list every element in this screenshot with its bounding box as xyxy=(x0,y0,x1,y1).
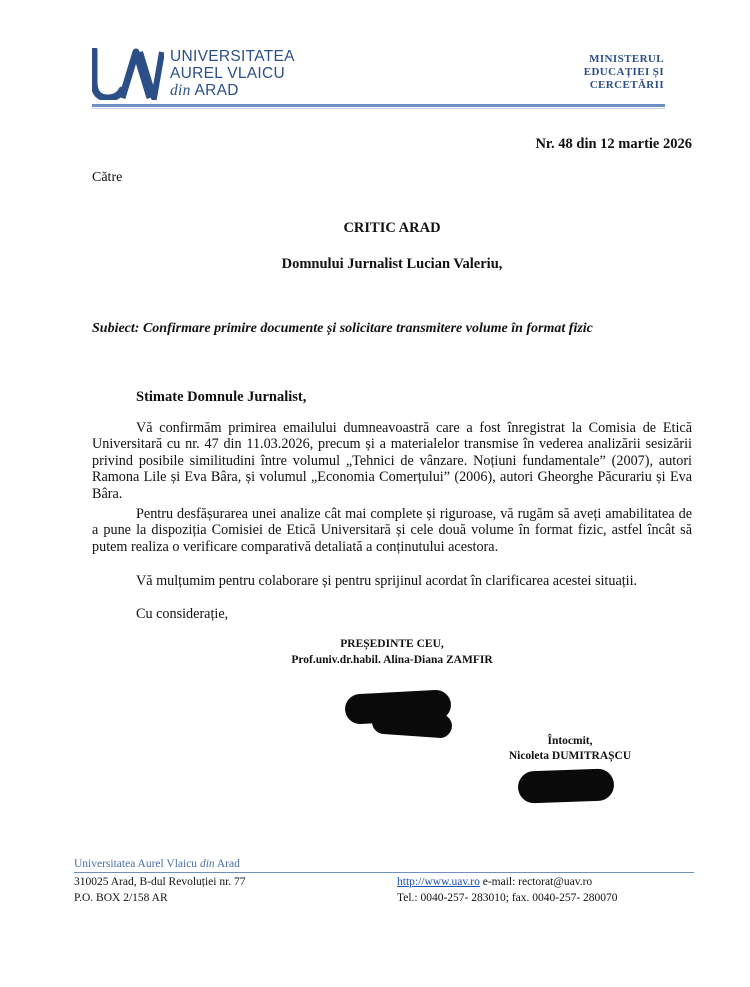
footer-university-name xyxy=(74,858,240,870)
to-label: Către xyxy=(92,170,123,185)
website-link[interactable]: http://www.uav.ro xyxy=(397,876,480,888)
ministry-name xyxy=(584,53,664,92)
redacted-signature-preparer xyxy=(517,768,614,803)
university-name-line2: AUREL VLAICU xyxy=(170,65,286,82)
subject-line: Subiect: Confirmare primire documente și solicitare transmitere volume în format fizic xyxy=(92,321,593,336)
footer-email: e-mail: rectorat@uav.ro xyxy=(479,876,593,888)
president-name: Prof.univ.dr.habil. Alina-Diana ZAMFIR xyxy=(291,654,493,666)
university-logo-icon xyxy=(92,48,164,100)
paragraph-thanks: Vă mulțumim pentru colaborare și pentru sprijinul acordat în clarificarea acestei situații. xyxy=(136,573,638,589)
ministry-line3: CERCETĂRII xyxy=(589,79,664,91)
footer-pobox: P.O. BOX 2/158 AR xyxy=(74,892,168,904)
footer-phone: Tel.: 0040-257- 283010; fax. 0040-257- 280070 xyxy=(397,892,618,904)
closing-formula: Cu considerație, xyxy=(136,606,229,622)
salutation: Stimate Domnule Jurnalist, xyxy=(136,389,307,405)
footer-contact xyxy=(397,874,592,890)
recipient-organization: CRITIC ARAD xyxy=(343,220,441,236)
footer-divider xyxy=(74,872,694,873)
prepared-by-label: Întocmit, xyxy=(547,735,593,747)
ministry-line1: MINISTERUL xyxy=(589,53,664,65)
header-divider xyxy=(92,104,665,107)
header-divider-thin xyxy=(92,108,665,109)
paragraph-request-text: Pentru desfășurarea unei analize cât mai complete și riguroase, vă rugăm să aveți amabilitatea de a pune la dispoziția Comisiei de Etică Universitară și cele două volume în format fizic, astfel încât să putem realiza o verificare comparativă detaliată a conținutului acestora. xyxy=(92,506,692,555)
redacted-signature-president-part xyxy=(371,709,452,739)
footer-address: 310025 Arad, B-dul Revoluției nr. 77 xyxy=(74,876,246,888)
university-city: ARAD xyxy=(194,82,239,99)
university-name-line3 xyxy=(170,82,295,99)
prepared-by-name: Nicoleta DUMITRAȘCU xyxy=(508,750,632,762)
paragraph-request xyxy=(92,506,692,555)
paragraph-confirmation-text: Vă confirmăm primirea emailului dumneavoastră care a fost înregistrat la Comisia de Etică Universitară cu nr. 47 din 11.03.2026, precum și a materialelor transmise în vederea analizării sesizării privind posibile similitudini între volumul „Tehnici de vânzare. Noțiuni fundamentale” (2007), autori Ramona Lile și Eva Bâra, și volumul „Economia Comerțului” (2006), autori Gheorghe Păcurariu și Eva Bâra. xyxy=(92,420,692,502)
university-name xyxy=(170,48,295,99)
president-title: PREȘEDINTE CEU, xyxy=(340,638,444,650)
ministry-line2: EDUCAȚIEI ȘI xyxy=(583,66,664,78)
footer-univ-suffix: Arad xyxy=(214,858,240,870)
document-number: Nr. 48 din 12 martie 2026 xyxy=(535,136,692,152)
footer-univ-prefix: Universitatea Aurel Vlaicu xyxy=(74,858,200,870)
university-name-line1: UNIVERSITATEA xyxy=(170,48,295,65)
recipient-person: Domnului Jurnalist Lucian Valeriu, xyxy=(281,256,503,272)
university-din: din xyxy=(170,82,191,99)
paragraph-confirmation xyxy=(92,420,692,502)
footer-univ-din: din xyxy=(199,858,215,870)
